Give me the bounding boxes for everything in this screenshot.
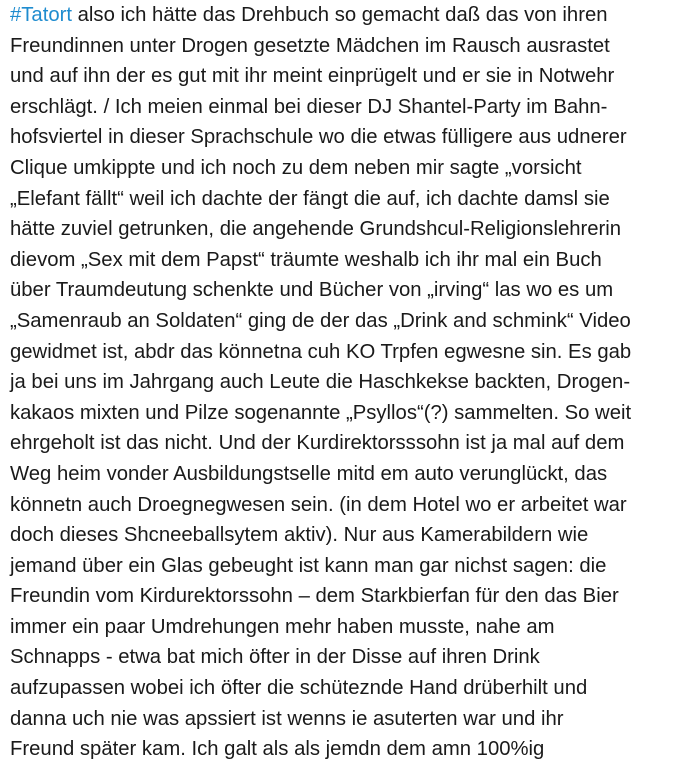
post-line-15: ehrgeholt ist das nicht. Und der Kurdirektorsssohn ist ja mal auf dem — [10, 432, 625, 455]
post-line-21: immer ein paar Umdrehungen mehr haben musste, nahe am — [10, 615, 555, 638]
post-line-4: erschlägt. / Ich meien einmal bei dieser DJ Shantel-Party im Bahn- — [10, 95, 608, 118]
post-lines — [10, 31, 684, 765]
post-line-text: also ich hätte das Drehbuch so gemacht daß das von ihren — [72, 4, 608, 26]
post-line-7: „Elefant fällt“ weil ich dachte der fängt die auf, ich dachte damsl sie — [10, 187, 610, 210]
post-line-8: hätte zuviel getrunken, die angehende Grundshcul-Religionslehrerin — [10, 218, 622, 241]
post-line-10: über Traumdeutung schenkte und Bücher von „irving“ las wo es um — [10, 279, 614, 302]
post-line-11: „Samenraub an Soldaten“ ging de der das „Drink and schmink“ Video — [10, 309, 631, 332]
post-line-3: und auf ihn der es gut mit ihr meint einprügelt und er sie in Notwehr — [10, 65, 615, 88]
post-line-14: kakaos mixten und Pilze sogenannte „Psyllos“(?) sammelten. So weit — [10, 401, 632, 424]
post-line-19: jemand über ein Glas gebeught ist kann man gar nichst sagen: die — [10, 554, 607, 577]
post-line-20: Freundin vom Kirdurektorssohn – dem Starkbierfan für den das Bier — [10, 585, 619, 608]
hashtag-link[interactable]: #Tatort — [10, 4, 73, 26]
post-line-16: Weg heim vonder Ausbildungstselle mitd em auto verunglückt, das — [10, 462, 608, 485]
post-line-1 — [10, 0, 684, 31]
post-line-9: dievom „Sex mit dem Papst“ träumte weshalb ich ihr mal ein Buch — [10, 248, 602, 271]
post-line-25: Freund später kam. Ich galt als als jemdn dem amn 100%ig — [10, 738, 545, 761]
post-line-18: doch dieses Shcneeballsytem aktiv). Nur aus Kamerabildern wie — [10, 524, 589, 547]
post-line-6: Clique umkippte und ich noch zu dem neben mir sagte „vorsicht — [10, 156, 582, 179]
post-line-5: hofsviertel in dieser Sprachschule wo die etwas fülligere aus udnerer — [10, 126, 627, 149]
post-line-23: aufzupassen wobei ich öfter die schüteznde Hand drüberhilt und — [10, 677, 588, 700]
post-line-24: danna uch nie was apssiert ist wenns ie asuterten war und ihr — [10, 707, 564, 730]
post-line-13: ja bei uns im Jahrgang auch Leute die Haschkekse backten, Drogen- — [10, 371, 631, 394]
post-text — [10, 0, 684, 761]
post-line-2: Freundinnen unter Drogen gesetzte Mädchen im Rausch ausrastet — [10, 34, 610, 57]
post-line-17: könnetn auch Droegnegwesen sein. (in dem Hotel wo er arbeitet war — [10, 493, 627, 516]
post-line-22: Schnapps - etwa bat mich öfter in der Disse auf ihren Drink — [10, 646, 540, 669]
post-line-12: gewidmet ist, abdr das könnetna cuh KO Trpfen egwesne sin. Es gab — [10, 340, 632, 363]
